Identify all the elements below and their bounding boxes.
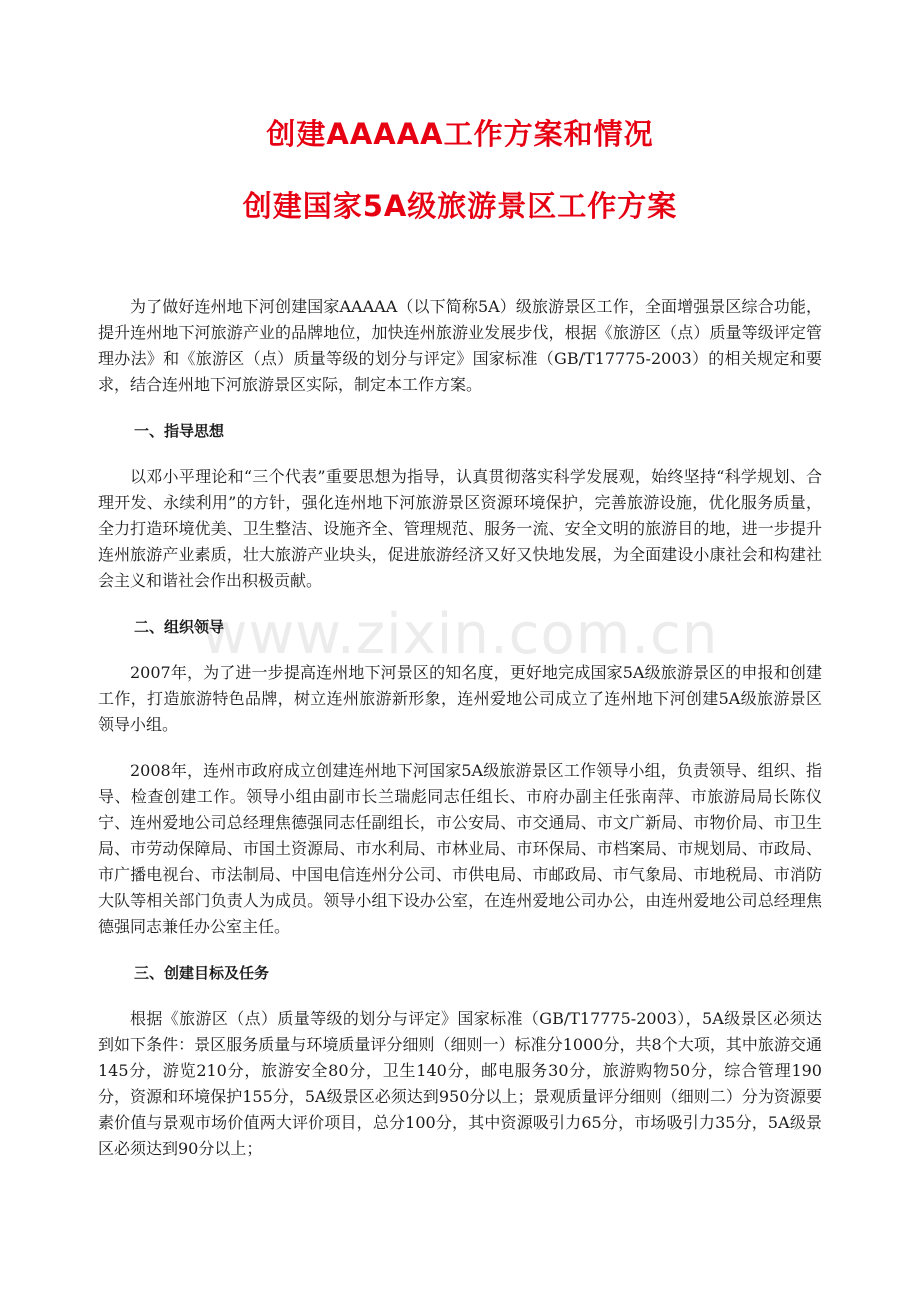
organization-paragraph-2007: 2007年，为了进一步提高连州地下河景区的知名度，更好地完成国家5A级旅游景区的申报和创建工作，打造旅游特色品牌，树立连州旅游新形象，连州爱地公司成立了连州地下河创建5A级旅游景区领导小组。 xyxy=(98,663,822,734)
watermark: www.zixin.com.cn xyxy=(201,602,719,667)
intro-paragraph: 为了做好连州地下河创建国家AAAAA（以下简称5A）级旅游景区工作，全面增强景区综合功能，提升连州地下河旅游产业的品牌地位，加快连州旅游业发展步伐，根据《旅游区（点）质量等级评定管理办法》和《旅游区（点）质量等级的划分与评定》国家标准（GB/T17775-2003）的相关规定和要求，结合连州地下河旅游景区实际，制定本工作方案。 xyxy=(98,297,822,394)
section-heading-organization: 二、组织领导 xyxy=(134,618,225,636)
section-heading-goals: 三、创建目标及任务 xyxy=(134,964,270,982)
guiding-ideology-paragraph: 以邓小平理论和“三个代表”重要思想为指导，认真贯彻落实科学发展观，始终坚持“科学规划、合理开发、永续利用”的方针，强化连州地下河旅游景区资源环境保护，完善旅游设施，优化服务质量，全力打造环境优美、卫生整洁、设施齐全、管理规范、服务一流、安全文明的旅游目的地，进一步提升连州旅游产业素质，壮大旅游产业块头，促进旅游经济又好又快地发展，为全面建设小康社会和构建社会主义和谐社会作出积极贡献。 xyxy=(98,467,822,590)
document-subtitle: 创建国家5A级旅游景区工作方案 xyxy=(242,189,678,223)
document-title: 创建AAAAA工作方案和情况 xyxy=(266,117,654,151)
organization-paragraph-2008: 2008年，连州市政府成立创建连州地下河国家5A级旅游景区工作领导小组，负责领导、组织、指导、检查创建工作。领导小组由副市长兰瑞彪同志任组长、市府办副主任张南萍、市旅游局局长陈仪宁、连州爱地公司总经理焦德强同志任副组长，市公安局、市交通局、市文广新局、市物价局、市卫生局、市劳动保障局、市国土资源局、市水利局、市林业局、市环保局、市档案局、市规划局、市政局、市广播电视台、市法制局、中国电信连州分公司、市供电局、市邮政局、市气象局、市地税局、市消防大队等相关部门负责人为成员。领导小组下设办公室，在连州爱地公司办公，由连州爱地公司总经理焦德强同志兼任办公室主任。 xyxy=(98,761,822,936)
section-heading-guiding-ideology: 一、指导思想 xyxy=(134,422,225,440)
goals-paragraph: 根据《旅游区（点）质量等级的划分与评定》国家标准（GB/T17775-2003），5A级景区必须达到如下条件：景区服务质量与环境质量评分细则（细则一）标准分1000分，共8个大项，其中旅游交通145分，游览210分，旅游安全80分，卫生140分，邮电服务30分，旅游购物50分，综合管理190分，资源和环境保护155分，5A级景区必须达到950分以上；景观质量评分细则（细则二）分为资源要素价值与景观市场价值两大评价项目，总分100分，其中资源吸引力65分，市场吸引力35分，5A级景区必须达到90分以上； xyxy=(98,1009,822,1158)
document-body xyxy=(98,294,822,1182)
